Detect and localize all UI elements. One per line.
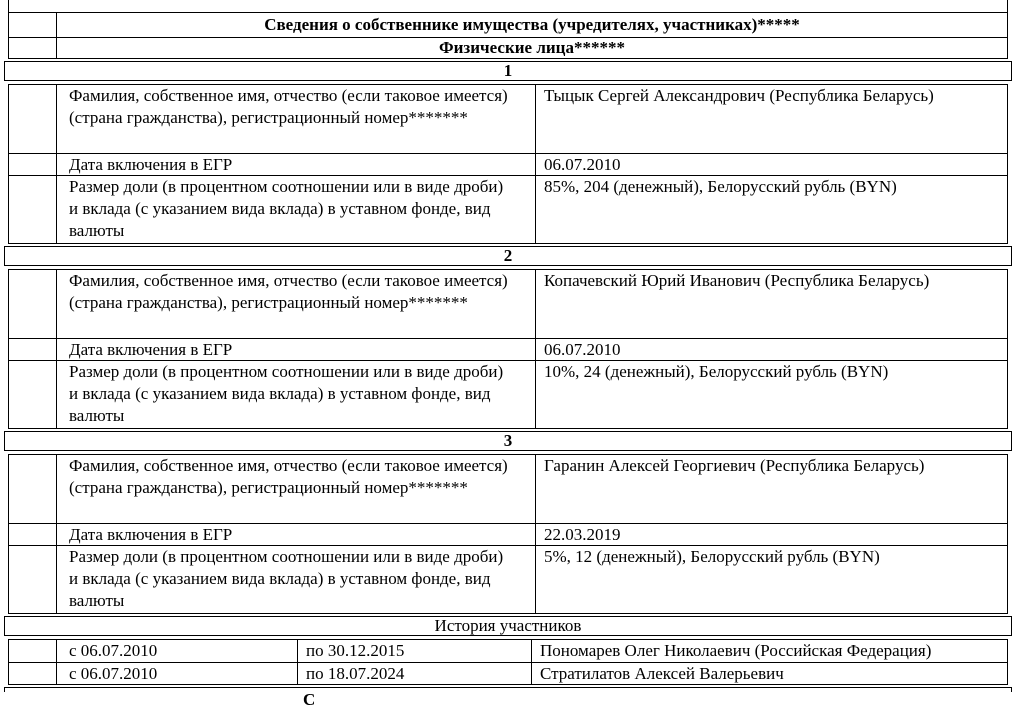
row-number-empty-cell (9, 154, 56, 175)
participant-2-name-value: Копачевский Юрий Иванович (Республика Беларусь) (535, 270, 1007, 338)
participant-3-number: 3 (4, 431, 1012, 451)
participant-3-egr-date-value: 22.03.2019 (535, 524, 1007, 545)
egr-date-label: Дата включения в ЕГР (56, 154, 535, 175)
share-label: Размер доли (в процентном соотношении или в виде дроби) и вклада (с указанием вида вклада) в уставном фонде, вид валюты (56, 176, 535, 243)
top-partial-row (8, 0, 1008, 13)
participant-3-egr-date-row (9, 523, 1007, 545)
subsection-title-row (9, 37, 1007, 58)
subsection-title: Физические лица****** (56, 38, 1007, 58)
participant-2-block (8, 269, 1008, 429)
history-title: История участников (4, 616, 1012, 636)
egr-date-label: Дата включения в ЕГР (56, 339, 535, 360)
history-row-2 (9, 662, 1007, 684)
section-header-table (8, 13, 1008, 59)
row-number-empty-cell (9, 270, 56, 338)
participant-3-name-value: Гаранин Алексей Георгиевич (Республика Беларусь) (535, 455, 1007, 523)
bottom-partial-row (4, 687, 1012, 709)
name-label: Фамилия, собственное имя, отчество (если таковое имеется) (страна гражданства), регистрационный номер******* (56, 270, 535, 338)
row-number-empty-cell (9, 640, 56, 662)
history-row-1 (9, 640, 1007, 662)
history-1-to: по 30.12.2015 (297, 640, 531, 662)
row-number-empty-cell (9, 85, 56, 153)
participant-2-share-row (9, 360, 1007, 428)
bottom-partial-text: С (303, 690, 316, 709)
participant-1-share-row (9, 175, 1007, 243)
participant-1-name-row (9, 85, 1007, 153)
participant-2-share-value: 10%, 24 (денежный), Белорусский рубль (BYN) (535, 361, 1007, 428)
participant-1-egr-date-value: 06.07.2010 (535, 154, 1007, 175)
row-number-empty-cell (9, 455, 56, 523)
participant-2-number: 2 (4, 246, 1012, 266)
row-number-empty-cell (9, 13, 56, 37)
section-title-row (9, 13, 1007, 37)
row-number-empty-cell (9, 38, 56, 58)
share-label: Размер доли (в процентном соотношении или в виде дроби) и вклада (с указанием вида вклада) в уставном фонде, вид валюты (56, 361, 535, 428)
history-2-from: с 06.07.2010 (56, 663, 297, 684)
row-number-empty-cell (9, 176, 56, 243)
row-number-empty-cell (9, 361, 56, 428)
participant-3-block (8, 454, 1008, 614)
participant-3-share-row (9, 545, 1007, 613)
participant-1-egr-date-row (9, 153, 1007, 175)
row-number-empty-cell (9, 524, 56, 545)
row-number-empty-cell (9, 339, 56, 360)
participant-1-block (8, 84, 1008, 244)
participant-3-name-row (9, 455, 1007, 523)
section-title: Сведения о собственнике имущества (учредителях, участниках)***** (56, 13, 1007, 37)
history-1-from: с 06.07.2010 (56, 640, 297, 662)
history-2-name: Стратилатов Алексей Валерьевич (531, 663, 1007, 684)
participant-2-name-row (9, 270, 1007, 338)
name-label: Фамилия, собственное имя, отчество (если таковое имеется) (страна гражданства), регистрационный номер******* (56, 85, 535, 153)
history-table (8, 639, 1008, 685)
participant-1-name-value: Тыцык Сергей Александрович (Республика Беларусь) (535, 85, 1007, 153)
participant-2-egr-date-value: 06.07.2010 (535, 339, 1007, 360)
participant-3-share-value: 5%, 12 (денежный), Белорусский рубль (BYN) (535, 546, 1007, 613)
participant-2-egr-date-row (9, 338, 1007, 360)
row-number-empty-cell (9, 663, 56, 684)
history-1-name: Пономарев Олег Николаевич (Российская Федерация) (531, 640, 1007, 662)
name-label: Фамилия, собственное имя, отчество (если таковое имеется) (страна гражданства), регистрационный номер******* (56, 455, 535, 523)
participant-1-number: 1 (4, 61, 1012, 81)
row-number-empty-cell (9, 546, 56, 613)
egr-date-label: Дата включения в ЕГР (56, 524, 535, 545)
share-label: Размер доли (в процентном соотношении или в виде дроби) и вклада (с указанием вида вклада) в уставном фонде, вид валюты (56, 546, 535, 613)
participant-1-share-value: 85%, 204 (денежный), Белорусский рубль (BYN) (535, 176, 1007, 243)
history-2-to: по 18.07.2024 (297, 663, 531, 684)
